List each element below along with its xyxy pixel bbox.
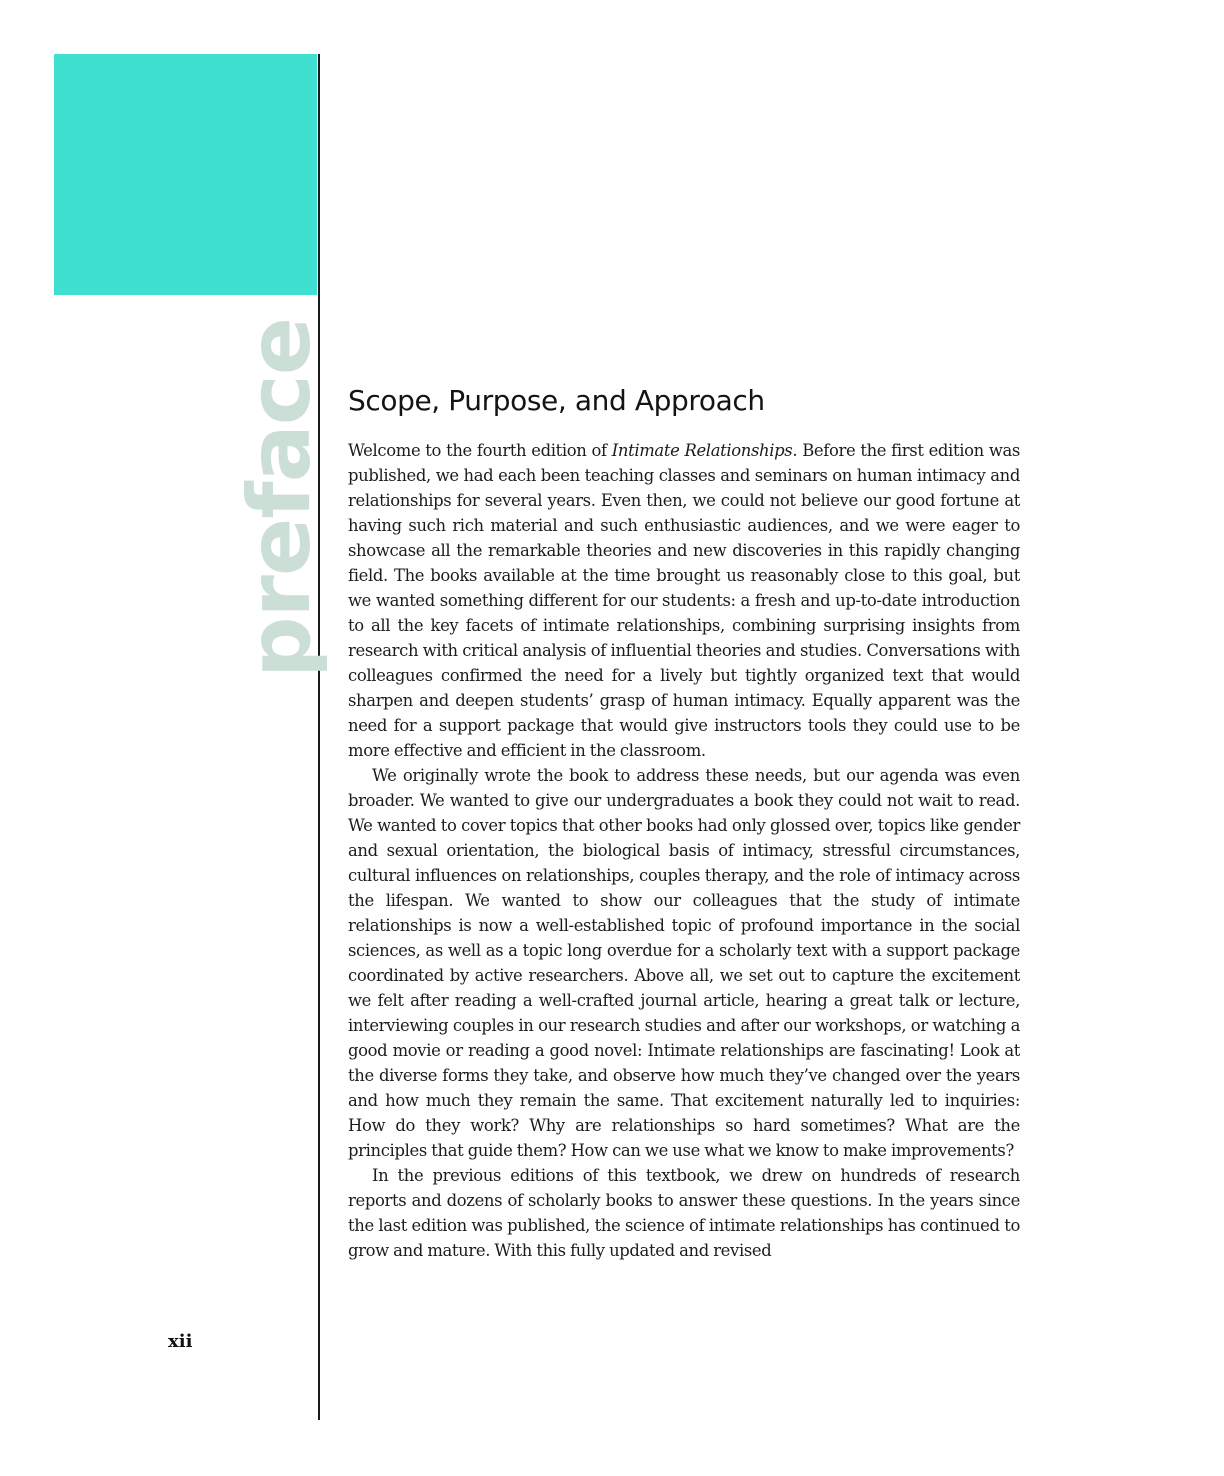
paragraph-3: In the previous editions of this textbook, we drew on hundreds of research reports and dozens of scholarly books to answer these questions. In the years since the last edition was published, the science of intimate relationships has continued to grow and mature. With this fully updated and revised: [348, 1166, 1020, 1260]
paragraph-1-lead: Welcome to the fourth edition of: [348, 441, 612, 460]
book-title: Intimate Relationships: [611, 441, 793, 460]
accent-block: [54, 54, 317, 295]
margin-rule: [318, 54, 320, 1420]
page-number: xii: [168, 1331, 193, 1352]
paragraph-2: We originally wrote the book to address these needs, but our agenda was even broader. We wanted to give our undergraduates a book they could not wait to read. We wanted to cover topics that other books had only glossed over, topics like gender and sexual orientation, the biological basis of intimacy, stressful circumstances, cultural influences on relationships, couples therapy, and the role of intimacy across the lifespan. We wanted to show our colleagues that the study of intimate relationships is now a well-established topic of profound importance in the social sciences, as well as a topic long overdue for a scholarly text with a support package coordinated by active researchers. Above all, we set out to capture the excitement we felt after reading a well-crafted journal article, hearing a great talk or lecture, interviewing couples in our research studies and after our workshops, or watching a good movie or reading a good novel: Intimate relationships are fascinating! Look at the diverse forms they take, and observe how much they’ve changed over the years and how much they remain the same. That excitement naturally led to inquiries: How do they work? Why are relationships so hard sometimes? What are the principles that guide them? How can we use what we know to make improvements?: [348, 766, 1020, 1160]
side-title: preface: [230, 317, 330, 678]
main-content: [348, 380, 1020, 1263]
section-heading: Scope, Purpose, and Approach: [348, 384, 765, 417]
paragraph-1-rest: . Before the first edition was published, we had each been teaching classes and seminars on human intimacy and relationships for several years. Even then, we could not believe our good fortune at having such rich material and such enthusiastic audiences, and we were eager to showcase all the remarkable theories and new discoveries in this rapidly changing field. The books available at the time brought us reasonably close to this goal, but we wanted something different for our students: a fresh and up-to-date introduction to all the key facets of intimate relationships, combining surprising insights from research with critical analysis of influential theories and studies. Conversations with colleagues confirmed the need for a lively but tightly organized text that would sharpen and deepen students’ grasp of human intimacy. Equally apparent was the need for a support package that would give instructors tools they could use to be more effective and efficient in the classroom.: [348, 441, 1020, 760]
paragraph-1: [348, 438, 1020, 763]
